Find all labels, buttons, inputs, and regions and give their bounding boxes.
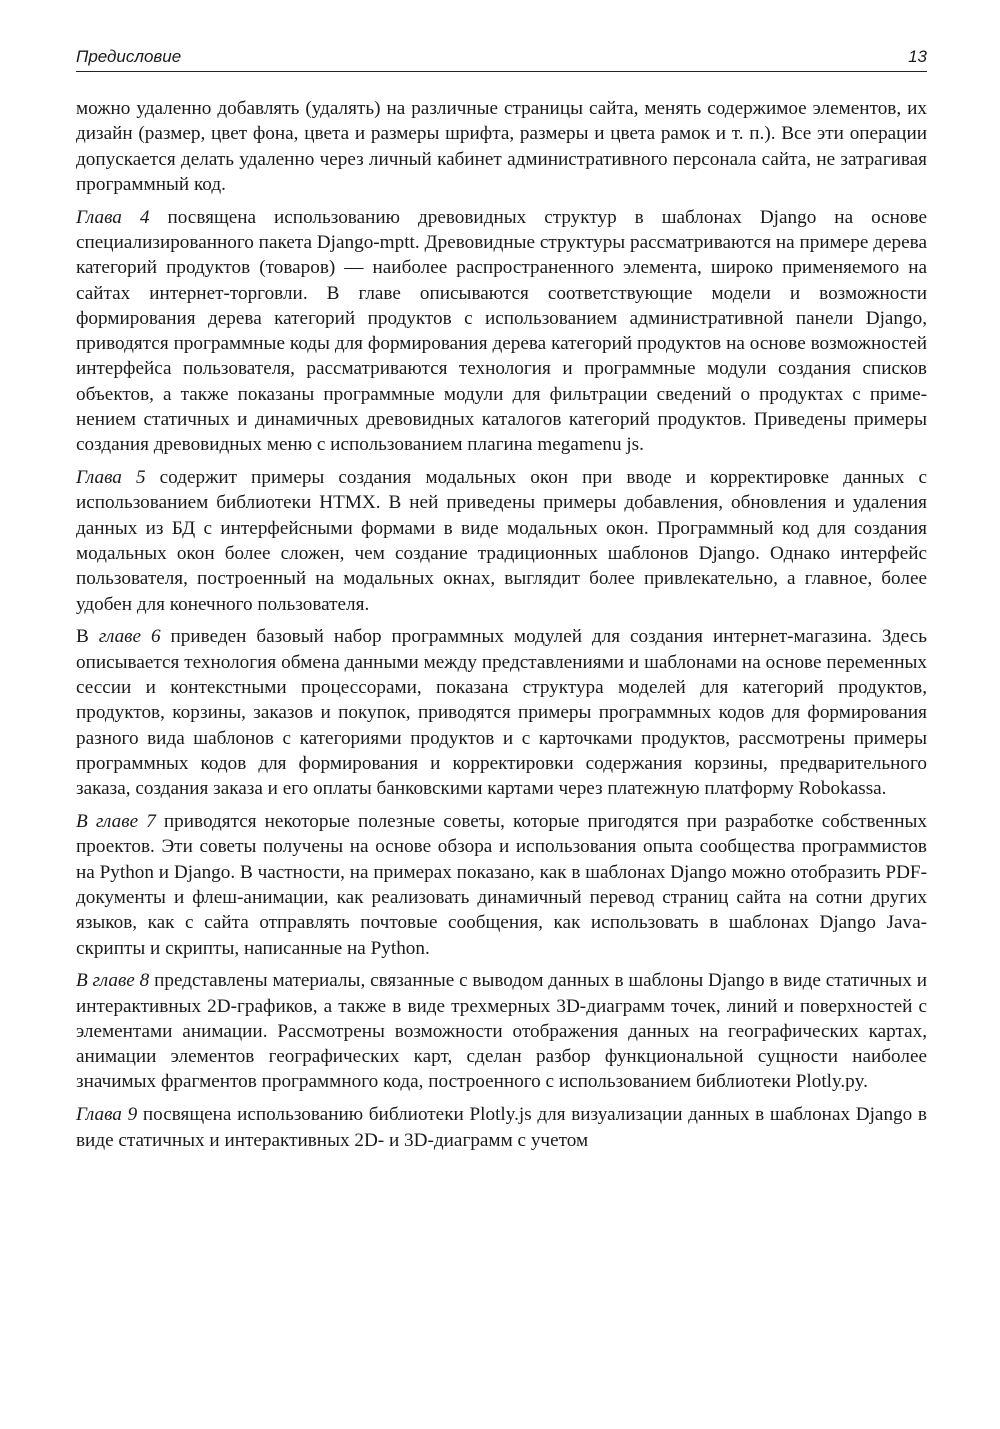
paragraph-lead: В <box>76 626 99 648</box>
chapter-reference: Глава 5 <box>76 467 146 489</box>
paragraph-text: приведен базовый набор программных модулей для создания интернет-магазина. Здесь описывается технология обмена данными между представлениями и шаблонами на основе переменных сессии и контекстными процессорами, показана структура моделей для категорий продуктов, продуктов, корзины, заказов и покупок, приводятся примеры программных кодов для формирования разного вида шаблонов с категориями продуктов и с карточками продуктов, рассмотрены примеры программных кодов для формирования и корректировки содержания корзины, предварительного заказа, создания заказа и его оплаты банковскими картами через платежную платформу Robokassa. <box>76 626 927 800</box>
section-title: Предисловие <box>76 47 182 66</box>
paragraph-text: приводятся некоторые полезные советы, которые пригодятся при разработке собственных проектов. Эти советы получены на основе обзора и использования опыта сообщества программистов на Python и Django. В частности, на примерах показано, как в шаблонах Django можно отобразить PDF-документы и флеш-анимации, как реализовать динамичный перевод страниц сайта на сотни других языков, как с сайта отправлять почтовые сообщения, как использовать в шаблонах Django Java-скрипты и скрипты, написанные на Python. <box>76 811 927 959</box>
paragraph-1 <box>76 96 927 197</box>
running-header <box>76 45 927 72</box>
chapter-reference: главе 6 <box>98 626 161 648</box>
paragraph-text: можно удаленно добавлять (удалять) на различные страницы сайта, менять содержимое элементов, их дизайн (размер, цвет фона, цвета и размеры шрифта, размеры и цвета рамок и т. п.). Все эти операции допускается делать удаленно через личный кабинет административного персонала сайта, не затрагивая программный код. <box>76 98 927 195</box>
paragraph-text: представлены материалы, связанные с выводом данных в шаблоны Django в виде статичных и интерактивных 2D-графиков, а также в виде трехмерных 3D-диаграмм точек, линий и поверхностей с элементами анимации. Рассмотрены возможности отображения данных на географических картах, анимации элементов географических карт, сделан разбор функциональной сущности наиболее значимых фрагментов программного кода, построенного с использованием библиотеки Plotly.py. <box>76 970 927 1093</box>
chapter-reference: Глава 4 <box>76 206 150 228</box>
paragraph-6 <box>76 968 927 1094</box>
chapter-reference: В главе 7 <box>76 811 156 833</box>
paragraph-text: посвящена использованию древовидных структур в шаблонах Django на основе специализированного пакета Django-mptt. Древовидные структуры рассматриваются на примере дерева категорий продуктов (товаров) — наиболее распространенного элемента, широко применяемого на сайтах интернет-торговли. В главе описываются соответствующие модели и возможности формирования дерева категорий продуктов с использованием административной панели Django, приводятся программные коды для формирования дерева категорий продуктов на основе возможностей интерфейса пользователя, рассматриваются технология и программные модули создания списков объектов, а также показаны программные модули для фильтрации сведений о продуктах с применением статичных и динамичных древовидных каталогов категорий продуктов. Приведены примеры создания древовидных меню с использованием плагина megamenu js. <box>76 206 927 456</box>
paragraph-text: содержит примеры создания модальных окон при вводе и корректировке данных с использованием библиотеки HTMX. В ней приведены примеры добавления, обновления и удаления данных из БД с интерфейсными формами в виде модальных окон. Программный код для создания модальных окон более сложен, чем создание традиционных шаблонов Django. Однако интерфейс пользователя, построенный на модальных окнах, выглядит более привлекательно, а главное, более удобен для конечного пользователя. <box>76 467 928 615</box>
paragraph-3 <box>76 465 927 617</box>
paragraph-5 <box>76 809 927 961</box>
chapter-reference: В главе 8 <box>76 970 150 992</box>
body-text <box>76 96 927 1160</box>
paragraph-text: посвящена использованию библиотеки Plotly.js для визуализации данных в шаблонах Django в виде статичных и интерактивных 2D- и 3D-диаграмм с учетом <box>76 1104 927 1151</box>
chapter-reference: Глава 9 <box>76 1104 138 1126</box>
paragraph-7 <box>76 1102 927 1153</box>
page-number: 13 <box>908 47 927 66</box>
paragraph-4 <box>76 624 927 801</box>
paragraph-2 <box>76 205 927 458</box>
